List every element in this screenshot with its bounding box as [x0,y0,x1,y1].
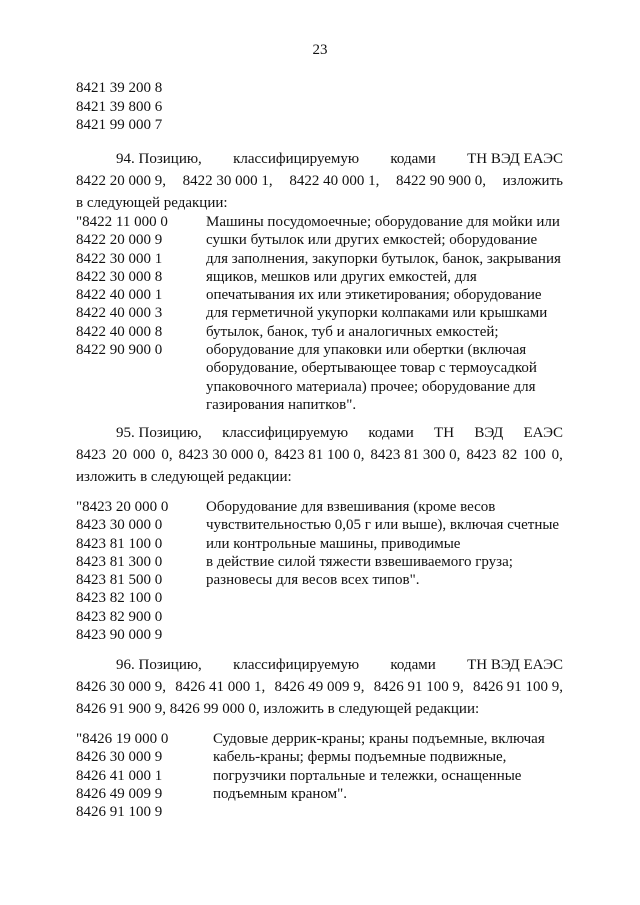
code-line: 8421 99 000 7 [76,117,163,133]
description-line: разновесы для весов всех типов". [206,572,420,589]
paragraph-96-intro [76,654,563,720]
word: 8423 30 000 0, [178,447,269,463]
word: изложить [502,173,563,189]
word: 8423 81 100 0, [274,447,365,463]
code-column [76,213,206,414]
code-line: 8422 30 000 1 [76,250,163,267]
word: 95. Позицию, [116,425,202,441]
description-line: газирования напитков". [206,396,357,413]
code-line: 8422 40 000 8 [76,323,163,340]
code-line: 8422 40 000 1 [76,287,163,304]
code-line: 8423 81 300 0 [76,553,163,570]
word: 8426 91 100 9, [373,679,464,695]
word: кодами [390,151,436,167]
description-line: подъемным краном". [213,785,348,802]
entry-94 [76,213,566,414]
paragraph-line [76,444,563,466]
paragraph-line [76,698,563,720]
code-line: 8426 49 009 9 [76,785,163,802]
word: 0, [551,447,563,463]
description-column [206,213,566,414]
description-line: оборудование, обертывающее товар с термоусадкой [206,360,537,377]
word: ТН [434,425,455,441]
word: 8422 30 000 1, [182,173,273,189]
description-line: чувствительностью 0,05 г или выше), включая счетные [206,517,560,534]
entry-96 [76,730,566,821]
top-code-list [76,79,162,135]
word: 8426 49 009 9, [274,679,365,695]
word: 100 [523,447,546,463]
description-line: оборудование для упаковки или обертки (включая [206,342,527,359]
paragraph-line [76,466,563,488]
description-line: или контрольные машины, приводимые [206,535,461,552]
page-number: 23 [312,42,328,58]
word: ЕАЭС [523,425,563,441]
code-line: 8423 30 000 0 [76,517,163,534]
code-line: 8423 82 100 0 [76,590,163,607]
word: 8426 30 000 9, [76,679,166,695]
description-line: упаковочного материала) прочее; оборудование для [206,378,536,395]
code-line: 8422 90 900 0 [76,342,163,359]
code-line: "8422 11 000 0 [76,214,168,230]
code-line: "8426 19 000 0 [76,731,169,747]
paragraph-line [76,422,563,444]
code-line: 8423 90 000 9 [76,627,163,644]
description-line: в действие силой тяжести взвешиваемого груза; [206,553,513,570]
code-column [76,730,213,821]
word: 20 [111,447,127,463]
paragraph-line [76,654,563,676]
word: 94. Позицию, [116,151,202,167]
word: ТН ВЭД ЕАЭС [467,657,563,673]
description-line: для герметичной укупорки колпаками или крышками [206,305,548,322]
paragraph-95-intro [76,422,563,488]
description-line: ящиков, мешков или других емкостей, для [206,268,477,285]
paragraph-line [76,676,563,698]
code-line: 8426 41 000 1 [76,767,163,784]
description-column [206,498,566,644]
word: ВЭД [474,425,504,441]
word: изложить в следующей редакции: [76,469,292,485]
paragraph-line [76,148,563,170]
description-line: погрузчики портальные и тележки, оснащенные [213,767,522,784]
code-line: 8422 30 000 8 [76,268,163,285]
word: ТН ВЭД ЕАЭС [467,151,563,167]
code-line: "8423 20 000 0 [76,499,169,515]
word: 8422 90 900 0, [395,173,486,189]
word: классифицируемую [233,151,360,167]
paragraph-94-intro [76,148,563,214]
description-line: Оборудование для взвешивания (кроме весов [206,499,496,515]
word: классифицируемую [222,425,349,441]
word: кодами [390,657,436,673]
description-line: сушки бутылок или других емкостей; оборудование [206,232,538,249]
word: 000 [132,447,156,463]
word: 96. Позицию, [116,657,202,673]
code-line: 8423 81 100 0 [76,535,163,552]
code-line: 8423 82 900 0 [76,608,163,625]
code-line: 8422 40 000 3 [76,305,163,322]
word: 8423 [466,447,497,463]
paragraph-line [76,192,563,214]
word: 8426 91 100 9, [473,679,563,695]
code-column [76,498,206,644]
code-line: 8422 20 000 9 [76,232,163,249]
word: в следующей редакции: [76,195,228,211]
code-line: 8421 39 800 6 [76,98,163,115]
description-line: кабель-краны; фермы подъемные подвижные, [213,749,507,766]
code-line: 8421 39 200 8 [76,80,163,96]
word: 8422 20 000 9, [76,173,166,189]
word: 8423 [76,447,106,463]
description-line: Машины посудомоечные; оборудование для мойки или [206,214,560,230]
description-line: Судовые деррик-краны; краны подъемные, включая [213,731,545,747]
word: 82 [502,447,518,463]
description-line: опечатывания их или этикетирования; оборудование [206,287,542,304]
description-line: бутылок, банок, туб и аналогичных емкостей; [206,323,499,340]
code-line: 8423 81 500 0 [76,572,163,589]
description-line: для заполнения, закупорки бутылок, банок, закрывания [206,250,561,267]
entry-95 [76,498,566,644]
word: 0, [161,447,173,463]
paragraph-line [76,170,563,192]
word: 8426 41 000 1, [175,679,266,695]
word: 8426 91 900 9, 8426 99 000 0, изложить в следующей редакции: [76,701,480,717]
word: 8422 40 000 1, [289,173,380,189]
code-line: 8426 91 100 9 [76,804,163,821]
word: 8423 81 300 0, [370,447,461,463]
word: кодами [368,425,414,441]
code-line: 8426 30 000 9 [76,749,163,766]
word: классифицируемую [233,657,360,673]
description-column [213,730,566,821]
